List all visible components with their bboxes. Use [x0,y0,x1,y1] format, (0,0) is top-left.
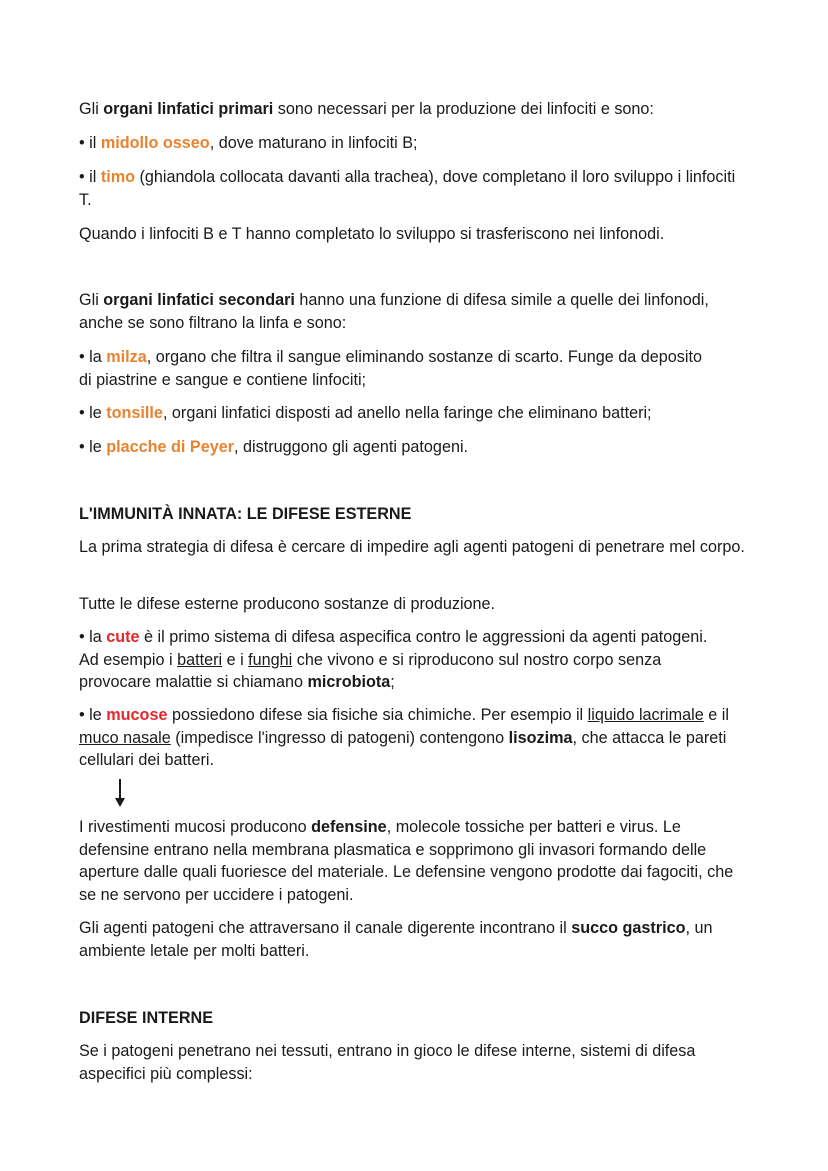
primary-organs-intro: Gli organi linfatici primari sono necessari per la produzione dei linfociti e sono: [79,100,654,118]
mucous-membranes-item: • le mucose possiedono difese sia fisiche sia chimiche. Per esempio il liquido lacrimale e il muco nasale (impedisce l'ingresso di patogeni) contengono lisozima, che attacca le pareti cellulari dei batteri. [79,706,729,769]
internal-defenses-paragraph: Se i patogeni penetrano nei tessuti, entrano in gioco le difese interne, sistemi di difesa aspecifici più complessi: [79,1042,696,1083]
spleen-item: • la milza, organo che filtra il sangue eliminando sostanze di scarto. Funge da deposito di piastrine e sangue e contiene linfociti; [79,348,702,389]
innate-immunity-heading: L'IMMUNITÀ INNATA: LE DIFESE ESTERNE [79,505,412,523]
primary-organs-closing: Quando i linfociti B e T hanno completato lo sviluppo si trasferiscono nei linfonodi. [79,225,665,243]
internal-defenses-heading: DIFESE INTERNE [79,1009,214,1027]
first-strategy-paragraph: La prima strategia di difesa è cercare di impedire agli agenti patogeni di penetrare mel corpo. [79,538,745,556]
tonsils-item: • le tonsille, organi linfatici disposti ad anello nella faringe che eliminano batteri; [79,404,652,422]
skin-item: • la cute è il primo sistema di difesa aspecifica contro le aggressioni da agenti patogeni. Ad esempio i batteri e i funghi che vivono e si riproducono sul nostro corpo senza provocare malattie si chiamano microbiota; [79,628,708,691]
external-defenses-paragraph: Tutte le difese esterne producono sostanze di produzione. [79,595,496,613]
gastric-juice-paragraph: Gli agenti patogeni che attraversano il canale digerente incontrano il succo gastrico, un ambiente letale per molti batteri. [79,919,713,960]
peyer-patches-item: • le placche di Peyer, distruggono gli agenti patogeni. [79,438,469,456]
defensins-paragraph: I rivestimenti mucosi producono defensine, molecole tossiche per batteri e virus. Le defensine entrano nella membrana plasmatica e sopprimono gli invasori formando delle aperture dalle quali fuoriesce del materiale. Le defensine vengono prodotte dai fagociti, che se ne servono per uccidere i patogeni. [79,818,734,904]
down-arrow-icon [113,778,127,808]
thymus-item: • il timo (ghiandola collocata davanti alla trachea), dove completano il loro sviluppo i linfociti T. [79,168,736,209]
bone-marrow-item: • il midollo osseo, dove maturano in linfociti B; [79,134,418,152]
secondary-organs-intro: Gli organi linfatici secondari hanno una funzione di difesa simile a quelle dei linfonodi, anche se sono filtrano la linfa e sono: [79,291,709,332]
